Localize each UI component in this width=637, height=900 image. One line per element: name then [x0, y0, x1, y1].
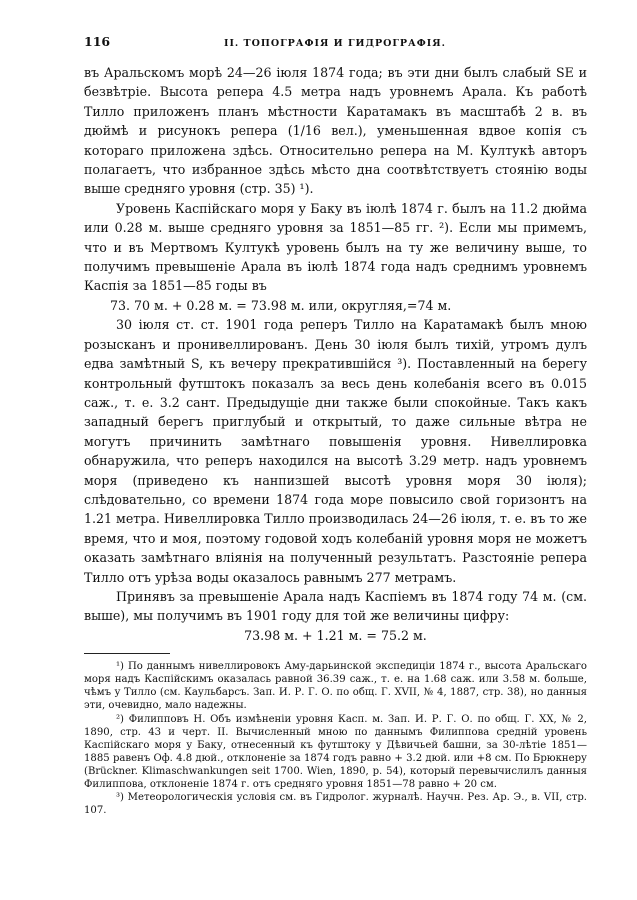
formula-1: 73. 70 м. + 0.28 м. = 73.98 м. или, округляя,=74 м.	[110, 297, 452, 313]
footnotes	[84, 660, 587, 817]
page-number: 116	[84, 34, 111, 49]
page-header	[84, 34, 587, 49]
formula-2: 73.98 м. + 1.21 м. = 75.2 м.	[244, 627, 427, 643]
footnote-1: ¹) По даннымъ нивеллировокъ Аму-дарьинской экспедиціи 1874 г., высота Аральскаго моря надъ Каспійскимъ оказалась равной 36.39 саж., т. е. на 1.68 саж. или 3.58 м. больше, чѣмъ у Тилло (см. Каульбарсъ. Зап. И. Р. Г. О. по общ. Г. XVII, № 4, 1887, стр. 38), но данныя эти, очевидно, мало надежны.	[84, 661, 587, 712]
footnote-3: ³) Метеорологическія условія см. въ Гидролог. журналѣ. Научн. Рез. Ар. Э., в. VII, стр. 107.	[84, 792, 587, 817]
paragraph-3: 30 іюля ст. ст. 1901 года реперъ Тилло на Каратамакѣ былъ мною розысканъ и пронивеллированъ. День 30 іюля былъ тихій, утромъ дулъ едва замѣтный S, къ вечеру прекратившійся ³). Поставленный на берегу контрольный футштокъ показалъ за весь день колебанія всего въ 0.015 саж., т. е. 3.2 сант. Предыдущіе дни также были спокойные. Такъ какъ западный берегъ приглубый и открытый, то даже сильные вѣтра не могутъ причинить замѣтнаго повышенія уровня. Нивеллировка обнаружила, что реперъ находился на высотѣ 3.29 метр. надъ уровнемъ моря (приведено къ нанпизшей высотѣ уровня моря 30 іюля); слѣдовательно, со времени 1874 года море повысило свой горизонтъ на 1.21 метра. Нивеллировка Тилло производилась 24—26 іюля, т. е. въ то же время, что и моя, поэтому годовой ходъ колебаній уровня моря не можетъ оказать замѣтнаго вліянія на полученный результатъ. Разстояніе репера Тилло отъ урѣза воды оказалось равнымъ 277 метрамъ.	[84, 317, 587, 585]
footnote-2: ²) Филипповъ Н. Объ измѣненіи уровня Касп. м. Зап. И. Р. Г. О. по общ. Г. XX, № 2, 1890, стр. 43 и черт. II. Вычисленный мною по даннымъ Филиппова средній уровень Каспійскаго моря у Баку, отнесенный къ футштоку у Дѣвичьей башни, за 30-лѣтіе 1851—1885 равенъ Оф. 4.8 дюй., отклоненіе за 1874 годъ равно + 3.2 дюй. или +8 см. По Брюкнеру (Brückner. Klimaschwankungen seit 1700. Wien, 1890, p. 54), который перевычислилъ данныя Филиппова, отклоненіе 1874 г. отъ средняго уровня 1851—78 равно + 20 см.	[84, 713, 587, 791]
paragraph-4: Принявъ за превышеніе Арала надъ Каспіемъ въ 1874 году 74 м. (см. выше), мы получимъ въ 1901 году для той же величины цифру:	[84, 588, 587, 624]
running-head: II. ТОПОГРАФІЯ И ГИДРОГРАФІЯ.	[224, 38, 446, 49]
paragraph-1: въ Аральскомъ морѣ 24—26 іюля 1874 года; въ эти дни былъ слабый SE и безвѣтріе. Высота репера 4.5 метра надъ уровнемъ Арала. Къ работѣ Тилло приложенъ планъ мѣстности Каратамакъ въ масштабѣ 2 в. въ дюймѣ и рисунокъ репера (1/16 вел.), уменьшенная вдвое копія съ котораго приложена здѣсь. Относительно репера на М. Култукѣ авторъ полагаетъ, что избранное здѣсь мѣсто дна соотвѣтствуетъ стоянію воды выше средняго уровня (стр. 35) ¹).	[84, 65, 587, 197]
footnote-divider	[84, 653, 170, 654]
paragraph-2: Уровень Каспійскаго моря у Баку въ іюлѣ 1874 г. былъ на 11.2 дюйма или 0.28 м. выше средняго уровня за 1851—85 гг. ²). Если мы примемъ, что и въ Мертвомъ Култукѣ уровень былъ на ту же величину выше, то получимъ превышеніе Арала въ іюлѣ 1874 года надъ среднимъ уровнемъ Каспія за 1851—85 годы въ	[84, 200, 587, 294]
